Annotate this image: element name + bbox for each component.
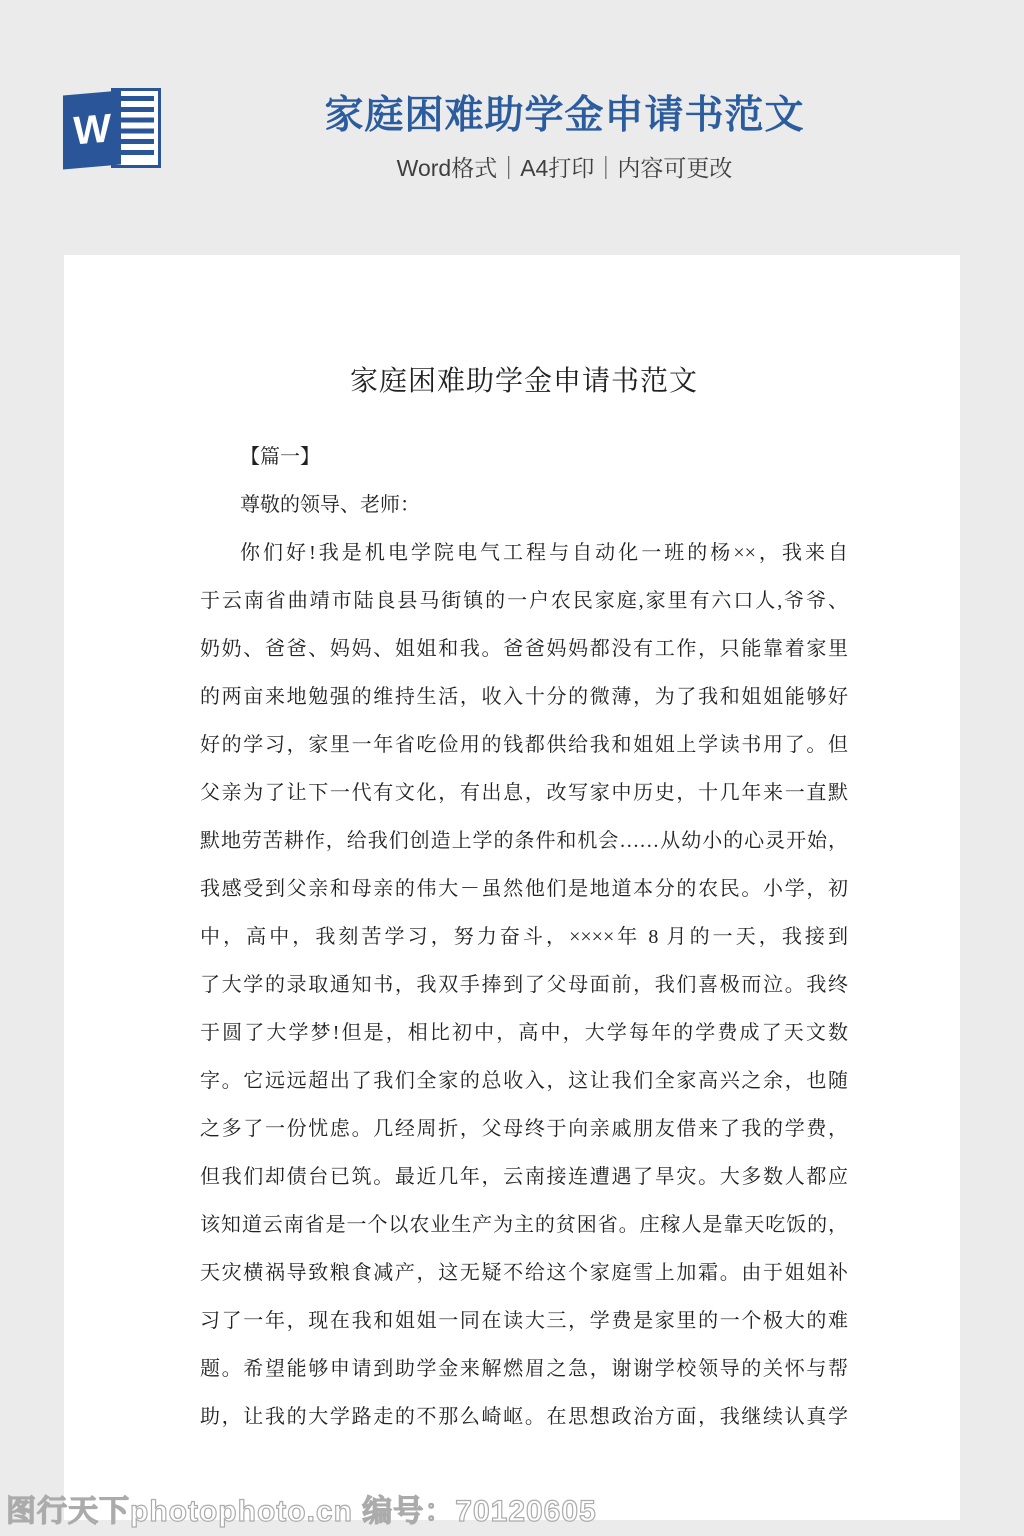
header-title: 家庭困难助学金申请书范文 (324, 94, 805, 137)
paragraph-line: 我感受到父亲和母亲的伟大－虽然他们是地道本分的农民。小学，初 (200, 878, 848, 900)
paragraph-line: 的两亩来地勉强的维持生活，收入十分的微薄，为了我和姐姐能够好 (200, 686, 848, 708)
paragraph-line: 该知道云南省是一个以农业生产为主的贫困省。庄稼人是靠天吃饭的， (200, 1214, 848, 1236)
paragraph-line: 好的学习，家里一年省吃俭用的钱都供给我和姐姐上学读书用了。但 (200, 734, 848, 756)
paragraph-line: 之多了一份忧虑。几经周折，父母终于向亲戚朋友借来了我的学费， (200, 1118, 848, 1140)
section-heading: 【篇一】 (240, 446, 320, 468)
header-subtitle: Word格式｜A4打印｜内容可更改 (396, 155, 733, 181)
paragraph-line: 助，让我的大学路走的不那么崎岖。在思想政治方面，我继续认真学 (200, 1406, 848, 1428)
document-title: 家庭困难助学金申请书范文 (349, 366, 698, 397)
paragraph-line: 题。希望能够申请到助学金来解燃眉之急，谢谢学校领导的关怀与帮 (200, 1358, 848, 1380)
paragraph-line: 中，高中，我刻苦学习，努力奋斗，××××年 8 月的一天，我接到 (200, 926, 848, 948)
document-page (64, 255, 960, 1520)
body-paragraph (200, 529, 848, 1441)
paragraph-line: 了大学的录取通知书，我双手捧到了父母面前，我们喜极而泣。我终 (200, 974, 848, 996)
paragraph-line: 父亲为了让下一代有文化，有出息，改写家中历史，十几年来一直默 (200, 782, 848, 804)
site-watermark: 图行天下photophoto.cn 编号：70120605 (6, 1495, 597, 1528)
paragraph-line: 你们好!我是机电学院电气工程与自动化一班的杨××，我来自 (240, 542, 848, 564)
word-icon-letter: W (73, 106, 111, 154)
paragraph-line: 天灾横祸导致粮食减产，这无疑不给这个家庭雪上加霜。由于姐姐补 (200, 1262, 848, 1284)
paragraph-line: 于圆了大学梦!但是，相比初中，高中，大学每年的学费成了天文数 (200, 1022, 848, 1044)
paragraph-line: 奶奶、爸爸、妈妈、姐姐和我。爸爸妈妈都没有工作，只能靠着家里 (200, 638, 848, 660)
word-icon-front (63, 90, 121, 169)
header (0, 0, 1024, 255)
paragraph-line: 字。它远远超出了我们全家的总收入，这让我们全家高兴之余，也随 (200, 1070, 848, 1092)
paragraph-line: 默地劳苦耕作，给我们创造上学的条件和机会……从幼小的心灵开始， (200, 830, 848, 852)
paragraph-line: 但我们却债台已筑。最近几年，云南接连遭遇了旱灾。大多数人都应 (200, 1166, 848, 1188)
paragraph-line: 于云南省曲靖市陆良县马街镇的一户农民家庭,家里有六口人,爷爷、 (200, 590, 848, 612)
paragraph-line: 习了一年，现在我和姐姐一同在读大三，学费是家里的一个极大的难 (200, 1310, 848, 1332)
salutation: 尊敬的领导、老师： (240, 494, 420, 516)
